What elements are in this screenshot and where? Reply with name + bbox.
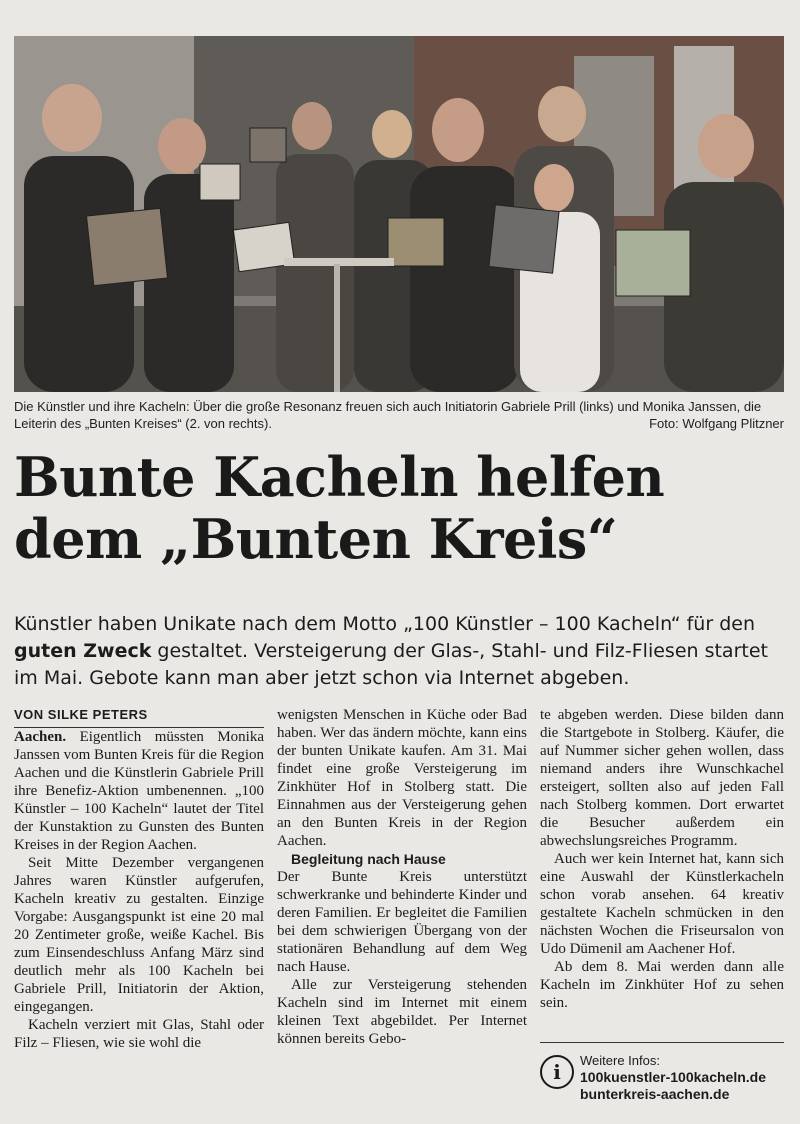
paragraph: Kacheln verziert mit Glas, Stahl oder Filz – Fliesen, wie sie wohl die	[14, 1017, 264, 1051]
info-link-2[interactable]: bunterkreis-aachen.de	[580, 1086, 730, 1102]
headline-line-2: dem „Bunten Kreis“	[14, 507, 618, 571]
paragraph: Auch wer kein Internet hat, kann sich eine Auswahl der Künstlerkacheln schon vorab ansehen. 64 kreativ gestaltete Kacheln schmücken in den nächsten Wochen die Friseursalon von Udo Dümenil am Aachener Hof.	[540, 851, 784, 957]
info-link-1[interactable]: 100kuenstler-100kacheln.de	[580, 1069, 766, 1085]
article-photo	[14, 36, 784, 392]
byline: VON SILKE PETERS	[14, 706, 264, 728]
info-heading: Weitere Infos:	[580, 1053, 660, 1068]
article-column-3	[540, 706, 784, 1012]
subheadline-part-1: Künstler haben Unikate nach dem Motto „100 Künstler – 100 Kacheln“ für den	[14, 613, 755, 635]
info-icon: i	[540, 1055, 574, 1089]
group-photo-illustration	[14, 36, 784, 392]
subheadline-bold: guten Zweck	[14, 640, 152, 662]
info-box	[540, 1042, 784, 1113]
subheadline	[14, 611, 784, 692]
paragraph: Alle zur Versteigerung stehenden Kacheln sind im Internet mit einem kleinen Text abgebildet. Per Internet können bereits Gebo-	[277, 977, 527, 1047]
paragraph: te abgeben werden. Diese bilden dann die Startgebote in Stolberg. Käufer, die auf Nummer sicher gehen wollen, dass niemand anders ihre Wunschkachel ersteigert, sollten also auf jeden Fall nach Stolberg kommen. Dort erwartet die Besucher außerdem ein abwechslungsreiches Programm.	[540, 707, 784, 849]
photo-caption-text: Die Künstler und ihre Kacheln: Über die große Resonanz freuen sich auch Initiatorin Gabriele Prill (links) und Monika Janssen, die Leiterin des „Bunten Kreises“ (2. von rechts).	[14, 399, 762, 431]
paragraph: Seit Mitte Dezember vergangenen Jahres waren Künstler aufgerufen, Kacheln kreativ zu gestalten. Einzige Vorgabe: Ausgangspunkt ist eine 20 mal 20 Zentimeter große, weiße Kachel. Bis zum Einsendeschluss Anfang März sind deutlich mehr als 100 Kacheln bei Gabriele Prill, Initiatorin der Aktion, eingegangen.	[14, 855, 264, 1015]
paragraph-text: Eigentlich müssten Monika Janssen vom Bunten Kreis für die Region Aachen und die Künstlerin Gabriele Prill ihre Benefiz-Aktion umbenennen. „100 Künstler – 100 Kacheln“ lautet der Titel der Kunstaktion zu Gunsten des Bunten Kreises in der Region Aachen.	[14, 729, 264, 853]
paragraph: Ab dem 8. Mai werden dann alle Kacheln im Zinkhüter Hof zu sehen sein.	[540, 959, 784, 1011]
photo-credit: Foto: Wolfgang Plitzner	[649, 416, 784, 431]
paragraph: Der Bunte Kreis unterstützt schwerkranke und behinderte Kinder und deren Familien. Er begleitet die Familien bei dem schwierigen Übergang von der stationären Behandlung auf dem Weg nach Hause.	[277, 869, 527, 975]
headline-line-1: Bunte Kacheln helfen	[14, 445, 665, 509]
headline	[14, 446, 784, 570]
article-column-1	[14, 706, 264, 1052]
paragraph: wenigsten Menschen in Küche oder Bad haben. Wer das ändern möchte, kann eins der bunten Unikate kaufen. Am 31. Mai findet eine große Versteigerung im Zinkhüter Hof in Stolberg statt. Die Einnahmen aus der Versteigerung gehen an den Bunten Kreis in der Region Aachen.	[277, 707, 527, 849]
info-lines	[580, 1052, 766, 1103]
photo-caption	[14, 398, 784, 432]
subheadline-part-2: gestaltet. Versteigerung der Glas-, Stahl- und Filz-Fliesen startet im Mai. Gebote kann man aber jetzt schon via Internet abgeben.	[14, 640, 768, 689]
article-column-2	[277, 706, 527, 1048]
section-subtitle: Begleitung nach Hause	[291, 851, 446, 867]
dateline: Aachen.	[14, 729, 67, 745]
paragraph	[14, 728, 264, 854]
